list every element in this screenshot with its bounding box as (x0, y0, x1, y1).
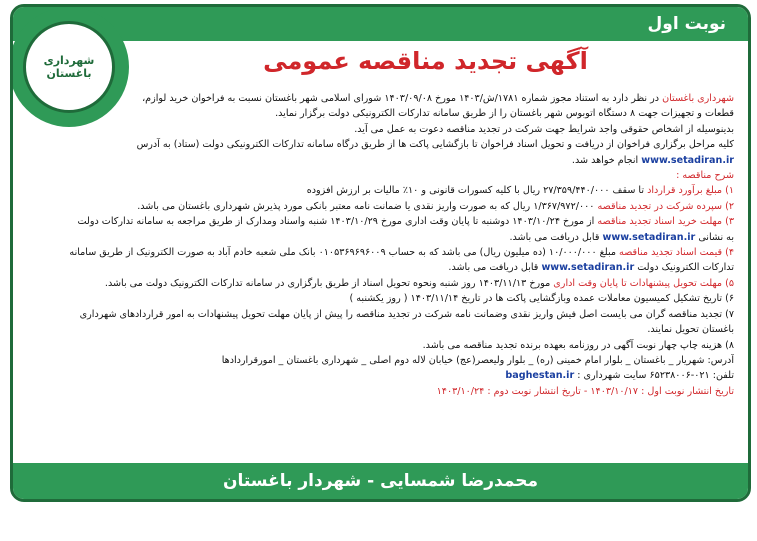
item-2: ۲) سپرده شرکت در تجدید مناقصه ۱/۳۶۷/۹۷۲/۰۰۰ ریال که به صورت واریز نقدی یا ضمانت نامه معتبر بانکی مورد پذیرش شهرداری باغستان می باشد. (137, 200, 734, 212)
municipality-site[interactable]: baghestan.ir (505, 370, 575, 382)
phone-line: تلفن: ۰۲۱-۶۵۲۳۸۰۰۶ سایت شهرداری : baghestan.ir (505, 370, 734, 382)
intro-line-4: کلیه مراحل برگزاری فراخوان از دریافت و تحویل اسناد فراخوان تا بازگشایی پاکت ها از طریق درگاه سامانه تدارکات الکترونیکی دولت (ستاد) به آدرس (136, 139, 734, 151)
item-3: ۳) مهلت خرید اسناد تجدید مناقصه از مورخ ۱۴۰۳/۱۰/۲۴ دوشنبه تا پایان وقت اداری مورخ ۱۴۰۳/۱۰/۲۹ شنبه واسناد ومدارک از طریق مراجعه به سامانه تدارکات دولت (77, 216, 734, 228)
item-6: ۶) تاریخ تشکیل کمیسیون معاملات عمده وبازگشایی پاکت ها در تاریخ ۱۴۰۳/۱۱/۱۴ ( روز یکشنبه ) (349, 293, 734, 305)
ad-title: آگهی تجدید مناقصه عمومی (263, 47, 588, 75)
intro-line-2: قطعات و تجهیزات جهت ۸ دستگاه اتوبوس شهر باغستان را از طریق سامانه تدارکات الکترونیکی دولت برگزار نماید. (275, 108, 734, 120)
conditions-title: شرح مناقصه : (676, 170, 734, 182)
round-label: نوبت اول (640, 14, 734, 34)
setad-link-3[interactable]: www.setadiran.ir (541, 262, 635, 274)
item-7: ۷) تجدید مناقصه گران می بایست اصل فیش واریز نقدی وضمانت نامه شرکت در تجدید مناقصه را پیش از پایان مهلت تحویل پیشنهادات به امور قراردادهای شهرداری (79, 308, 734, 320)
notice-body (21, 91, 734, 399)
intro-line-3: بدینوسیله از اشخاص حقوقی واجد شرایط جهت شرکت در تجدید مناقصه دعوت به عمل می آید. (354, 123, 734, 135)
publish-dates: تاریخ انتشار نوبت اول : ۱۴۰۳/۱۰/۱۷ - تاریخ انتشار نوبت دوم : ۱۴۰۳/۱۰/۲۴ (436, 385, 734, 397)
logo-text-1: شهرداری (43, 54, 95, 67)
logo-text-2: باغستان (46, 67, 92, 80)
item-5: ۵) مهلت تحویل پیشنهادات تا پایان وقت اداری مورخ ۱۴۰۳/۱۱/۱۳ روز شنبه ونحوه تحویل اسناد از طریق بارگزاری در سامانه تدارکات الکترونیک دولت می باشد. (104, 277, 734, 289)
item-7-cont: باغستان تحویل نمایند. (647, 324, 734, 336)
item-3-cont: به نشانی www.setadiran.ir قابل دریافت می باشد. (509, 231, 734, 243)
notice-frame (10, 4, 751, 502)
intro-line-5: www.setadiran.ir انجام خواهد شد. (571, 154, 734, 166)
intro-line-1: شهرداری باغستان در نظر دارد به استناد مجوز شماره ۱۷۸۱/ش/۱۴۰۳ مورخ ۱۴۰۳/۰۹/۰۸ شورای اسلامی شهر باغستان نسبت به فراخوان خرید لوازم، (142, 93, 734, 104)
item-4-cont: تدارکات الکترونیک دولت www.setadiran.ir قابل دریافت می باشد. (448, 262, 734, 274)
item-8: ۸) هزینه چاپ چهار نوبت آگهی در روزنامه بعهده برنده تجدید مناقصه می باشد. (422, 339, 734, 351)
setad-link[interactable]: www.setadiran.ir (641, 154, 734, 166)
item-4: ۴) قیمت اسناد تجدید مناقصه مبلغ ۱۰/۰۰۰/۰۰۰ (ده میلیون ریال) می باشد که به حساب ۰۱۰۵۳۶۹۶۹۶۰۰۹ بانک ملی شعبه خادم آباد به صورت الکترونیک از طریق سامانه (69, 247, 734, 259)
address: آدرس: شهریار _ باغستان _ بلوار امام خمینی (ره) _ بلوار ولیعصر(عج) خیابان لاله دوم اصلی _ شهرداری باغستان _ امورقراردادها (221, 354, 734, 366)
top-bar (13, 7, 748, 41)
setad-link-2[interactable]: www.setadiran.ir (602, 231, 696, 243)
item-1: ۱) مبلغ برآورد قرارداد تا سقف ۲۷/۳۵۹/۴۴۰/۰۰۰ ریال با کلیه کسورات قانونی و ۱۰٪ مالیات بر ارزش افزوده (306, 185, 734, 197)
footer-signature: محمدرضا شمسایی - شهردار باغستان (13, 463, 748, 499)
